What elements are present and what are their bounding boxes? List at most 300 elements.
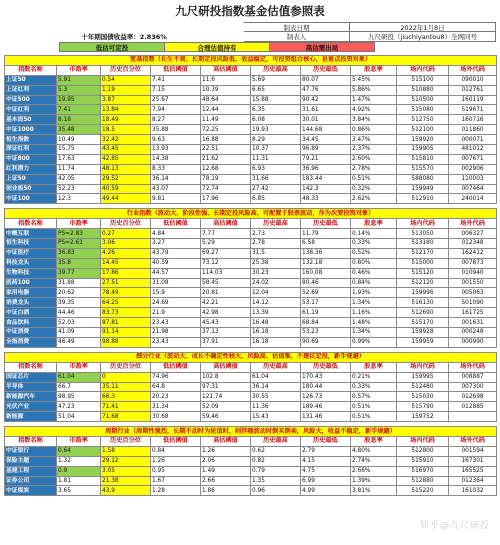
column-header: 市盈率: [57, 436, 101, 446]
value-cell: 43.45: [101, 145, 151, 155]
value-cell: 7.77: [201, 229, 251, 239]
value-cell: 37.91: [201, 337, 251, 347]
value-cell: 0.82: [251, 456, 301, 466]
otc-code: 010940: [449, 268, 497, 278]
column-header: 股息率: [351, 436, 397, 446]
value-cell: 31.08: [151, 278, 201, 288]
column-header: 历史百分位: [101, 65, 151, 75]
value-cell: 21.62: [201, 154, 251, 164]
section-table: [4, 208, 497, 347]
value-cell: 5.86%: [351, 85, 397, 95]
value-cell: 121.74: [201, 392, 251, 402]
value-cell: 1.34%: [351, 328, 397, 338]
table-row: [5, 75, 497, 85]
watermark: 知乎@九尺研投: [419, 521, 490, 531]
value-cell: 4.26: [101, 248, 151, 258]
otc-code: 162412: [449, 248, 497, 258]
value-cell: 21.9: [151, 308, 201, 318]
value-cell: 42.98: [201, 308, 251, 318]
value-cell: 0: [101, 372, 151, 382]
otc-code: 007300: [449, 382, 497, 392]
value-cell: 114.03: [201, 268, 251, 278]
value-cell: 0.51%: [351, 402, 397, 412]
table-row: [5, 194, 497, 204]
value-cell: 23.43: [151, 318, 201, 328]
value-cell: PS=2.61: [57, 239, 101, 249]
exchange-code: 516970: [397, 466, 449, 476]
table-row: [5, 278, 497, 288]
legend: [60, 42, 496, 52]
value-cell: 2.60%: [351, 154, 397, 164]
value-cell: 16.18: [251, 328, 301, 338]
section-banner-text: 宽基指数（长生不衰、长期定投风险低、收益稳定，可投资组合核心，是重点投资对象）: [5, 56, 497, 66]
value-cell: 6.58: [301, 239, 351, 249]
header-row: [5, 65, 497, 75]
value-cell: 58.45: [201, 278, 251, 288]
otc-code: 001594: [449, 446, 497, 456]
value-cell: 49.44: [101, 194, 151, 204]
index-name: 中证100: [5, 194, 57, 204]
table-row: [5, 382, 497, 392]
value-cell: 78.19: [201, 174, 251, 184]
value-cell: 0.96: [251, 486, 301, 496]
otc-code: 001550: [449, 278, 497, 288]
value-cell: 35.8: [57, 258, 101, 268]
otc-code: 001631: [449, 318, 497, 328]
value-cell: 170.43: [301, 372, 351, 382]
meta-row-date: [4, 22, 496, 32]
value-cell: 72.25: [201, 125, 251, 135]
value-cell: 3.65: [57, 486, 101, 496]
value-cell: 98.88: [101, 337, 151, 347]
exchange-code: 515120: [397, 268, 449, 278]
column-header: 场内代码: [397, 436, 449, 446]
value-cell: 34.45: [301, 135, 351, 145]
table-row: [5, 184, 497, 194]
value-cell: 0.64: [57, 446, 101, 456]
value-cell: 126.73: [301, 392, 351, 402]
value-cell: 8.33: [151, 164, 201, 174]
value-cell: 40.59: [101, 184, 151, 194]
exchange-code: 512100: [397, 125, 449, 135]
index-name: 国证芯片: [5, 372, 57, 382]
index-name: 中概互联: [5, 229, 57, 239]
otc-code: 012761: [449, 85, 497, 95]
otc-code: 167301: [449, 456, 497, 466]
value-cell: 1.81: [57, 476, 101, 486]
exchange-code: 512750: [397, 115, 449, 125]
table-row: [5, 239, 497, 249]
value-cell: 96.89: [301, 145, 351, 155]
value-cell: 30.23: [251, 268, 301, 278]
legend-fair: 合理估值持有: [164, 42, 270, 52]
otc-code: 012348: [449, 239, 497, 249]
value-cell: 15.43: [251, 412, 301, 422]
value-cell: 31.5: [251, 248, 301, 258]
value-cell: 20.23: [151, 392, 201, 402]
value-cell: 4.15: [301, 456, 351, 466]
column-header: 历史最低: [301, 436, 351, 446]
value-cell: 5.29: [201, 239, 251, 249]
section-banner: [5, 427, 497, 437]
value-cell: 52.09: [201, 402, 251, 412]
table-row: [5, 85, 497, 95]
value-cell: 20.62: [57, 288, 101, 298]
value-cell: 36.83: [57, 248, 101, 258]
otc-code: 007671: [449, 154, 497, 164]
index-name: 基建工程: [5, 466, 57, 476]
value-cell: 4.84: [151, 229, 201, 239]
value-cell: 1.49: [201, 466, 251, 476]
table-row: [5, 95, 497, 105]
section-banner: [5, 209, 497, 219]
value-cell: 8.29: [251, 135, 301, 145]
value-cell: 71.41: [101, 402, 151, 412]
index-name: 恒生科技: [5, 239, 57, 249]
table-row: [5, 288, 497, 298]
table-row: [5, 248, 497, 258]
column-header: 历史最低: [301, 65, 351, 75]
value-cell: 14.45: [101, 258, 151, 268]
column-header: 场内代码: [397, 65, 449, 75]
exchange-code: 515220: [397, 486, 449, 496]
value-cell: 11.79: [301, 229, 351, 239]
value-cell: 52.03: [57, 318, 101, 328]
value-cell: 1.26: [201, 446, 251, 456]
value-cell: 25.67: [151, 95, 201, 105]
table-row: [5, 125, 497, 135]
value-cell: 80.07: [301, 75, 351, 85]
value-cell: 46.49: [57, 337, 101, 347]
section-banner-text: 周期行业（周期性强烈，长期不动时为轮值时，则伴随波动时倒买倒卖，风险大，收益不稳定，新手规避）: [5, 427, 497, 437]
value-cell: 31.61: [301, 105, 351, 115]
value-cell: 21.38: [101, 476, 151, 486]
column-header: 高估阈值: [201, 362, 251, 372]
index-name: 中证消费: [5, 328, 57, 338]
legend-overvalued: 高估需出局: [269, 42, 375, 52]
value-cell: 7.41: [57, 105, 101, 115]
exchange-code: 515810: [397, 154, 449, 164]
value-cell: 9.63: [151, 135, 201, 145]
column-header: 场内代码: [397, 362, 449, 372]
value-cell: 138.36: [301, 248, 351, 258]
index-name: 上证50: [5, 75, 57, 85]
otc-code: 005063: [449, 288, 497, 298]
column-header: 历史百分位: [101, 436, 151, 446]
value-cell: 18.5: [101, 125, 151, 135]
section-table: [4, 352, 497, 422]
value-cell: 1.47%: [351, 95, 397, 105]
exchange-code: 515030: [397, 392, 449, 402]
value-cell: 90.69: [301, 337, 351, 347]
value-cell: 61.19: [301, 308, 351, 318]
otc-code: 000248: [449, 328, 497, 338]
index-name: 食品饮料: [5, 318, 57, 328]
value-cell: 1.67: [151, 476, 201, 486]
otc-code: 012364: [449, 476, 497, 486]
exchange-code: 159949: [397, 184, 449, 194]
value-cell: 29.12: [101, 456, 151, 466]
value-cell: 0.79: [251, 466, 301, 476]
value-cell: 35.11: [101, 382, 151, 392]
index-name: 光伏产业: [5, 402, 57, 412]
value-cell: 2.37%: [351, 145, 397, 155]
value-cell: 10.39: [201, 85, 251, 95]
value-cell: 42.85: [101, 154, 151, 164]
column-header: 市盈率: [57, 362, 101, 372]
value-cell: 23.43: [151, 337, 201, 347]
index-name: 中证煤炭: [5, 486, 57, 496]
value-cell: 12.3: [57, 194, 101, 204]
column-header: 历史最高: [251, 219, 301, 229]
value-cell: 6.93: [251, 164, 301, 174]
value-cell: 80.46: [301, 278, 351, 288]
value-cell: 72.74: [201, 184, 251, 194]
date-value: 2022年1月8日: [350, 22, 496, 32]
value-cell: 4.75: [301, 466, 351, 476]
value-cell: 97.31: [201, 382, 251, 392]
value-cell: 5.69: [251, 75, 301, 85]
value-cell: 36.14: [251, 382, 301, 392]
index-name: 消费龙头: [5, 298, 57, 308]
value-cell: 71.68: [101, 412, 151, 422]
value-cell: 1.19: [101, 85, 151, 95]
value-cell: 0.21%: [351, 372, 397, 382]
value-cell: 2.62%: [351, 194, 397, 204]
table-row: [5, 105, 497, 115]
exchange-code: 512480: [397, 382, 449, 392]
index-name: 中证红利: [5, 105, 57, 115]
value-cell: 7.41: [151, 75, 201, 85]
value-cell: 13.39: [251, 308, 301, 318]
value-cell: 19.93: [251, 125, 301, 135]
value-cell: 4.99: [301, 486, 351, 496]
table-row: [5, 392, 497, 402]
value-cell: 51.04: [57, 412, 101, 422]
value-cell: 1.32: [57, 456, 101, 466]
exchange-code: 510500: [397, 95, 449, 105]
column-header: 股息率: [351, 362, 397, 372]
value-cell: 15.88: [251, 95, 301, 105]
index-name: 保险主题: [5, 456, 57, 466]
value-cell: 8.18: [57, 115, 101, 125]
exchange-code: 512120: [397, 278, 449, 288]
value-cell: 27.51: [101, 278, 151, 288]
otc-code: 012885: [449, 402, 497, 412]
value-cell: 1.26: [151, 456, 201, 466]
exchange-code: 515570: [397, 164, 449, 174]
value-cell: 44.46: [57, 308, 101, 318]
index-name: 恒生指数: [5, 135, 57, 145]
table-row: [5, 174, 497, 184]
exchange-code: 159959: [397, 337, 449, 347]
otc-code: 161725: [449, 308, 497, 318]
section-table: [4, 426, 497, 496]
value-cell: 40.59: [151, 258, 201, 268]
index-name: 上证50: [5, 174, 57, 184]
value-cell: 53.23: [301, 328, 351, 338]
value-cell: 39.77: [57, 268, 101, 278]
table-row: [5, 328, 497, 338]
value-cell: 61.04: [57, 372, 101, 382]
value-cell: 35.88: [151, 125, 201, 135]
value-cell: 30.68: [151, 412, 201, 422]
value-cell: 24.69: [151, 298, 201, 308]
value-cell: 68.84: [301, 318, 351, 328]
value-cell: 13.84: [101, 105, 151, 115]
exchange-code: 515910: [397, 456, 449, 466]
value-cell: 1.86: [201, 486, 251, 496]
column-header: 场外代码: [449, 65, 497, 75]
index-name: 科技龙头: [5, 258, 57, 268]
value-cell: 2.79: [301, 446, 351, 456]
value-cell: 22.51: [201, 145, 251, 155]
date-label: 制表日期: [244, 22, 350, 32]
value-cell: 0.62: [251, 446, 301, 456]
table-row: [5, 402, 497, 412]
column-header: 历史最高: [251, 436, 301, 446]
exchange-code: 512690: [397, 308, 449, 318]
column-header: 指数名称: [5, 219, 57, 229]
exchange-code: 159752: [397, 412, 449, 422]
otc-code: 002906: [449, 164, 497, 174]
value-cell: 48.64: [201, 95, 251, 105]
exchange-code: 515080: [397, 105, 449, 115]
table-row: [5, 164, 497, 174]
column-header: 股息率: [351, 65, 397, 75]
value-cell: 16.88: [201, 135, 251, 145]
value-cell: 0.51%: [351, 174, 397, 184]
value-cell: 142.3: [301, 184, 351, 194]
value-cell: 3.47%: [351, 135, 397, 145]
otc-code: 000990: [449, 337, 497, 347]
value-cell: 0.95: [151, 466, 201, 476]
value-cell: 14.12: [251, 298, 301, 308]
value-cell: 5.91: [57, 75, 101, 85]
value-cell: 35.48: [57, 125, 101, 135]
column-header: 指数名称: [5, 65, 57, 75]
value-cell: 3.27: [151, 239, 201, 249]
value-cell: 14.38: [151, 154, 201, 164]
section-banner-text: 行业指数（波动大、阶段性强、长期定投风险高，可配置于股票波动，作为次要投资对象）: [5, 209, 497, 219]
exchange-code: 588080: [397, 174, 449, 184]
value-cell: 31.66: [251, 174, 301, 184]
index-name: 证券公司: [5, 476, 57, 486]
column-header: 场内代码: [397, 219, 449, 229]
value-cell: 131.46: [301, 412, 351, 422]
value-cell: 43.9: [101, 486, 151, 496]
table-row: [5, 412, 497, 422]
value-cell: 11.49: [201, 115, 251, 125]
value-cell: 4.80%: [351, 446, 397, 456]
value-cell: 189.46: [301, 402, 351, 412]
value-cell: 1.48%: [351, 318, 397, 328]
exchange-code: 513180: [397, 239, 449, 249]
exchange-code: 515100: [397, 75, 449, 85]
exchange-code: 512170: [397, 248, 449, 258]
value-cell: 16.48: [251, 318, 301, 328]
section-table: [4, 55, 497, 204]
value-cell: 10.37: [251, 145, 301, 155]
otc-code: 007873: [449, 258, 497, 268]
index-name: 基本面50: [5, 115, 57, 125]
index-name: 医药100: [5, 278, 57, 288]
value-cell: 9.81: [151, 194, 201, 204]
index-name: 中证800: [5, 154, 57, 164]
index-name: 新能源: [5, 412, 57, 422]
index-name: 中证医疗: [5, 248, 57, 258]
column-header: 市盈率: [57, 219, 101, 229]
otc-code: 160119: [449, 95, 497, 105]
otc-code: [449, 412, 497, 422]
value-cell: 0.57%: [351, 392, 397, 402]
table-row: [5, 337, 497, 347]
legend-undervalued: 低估可定投: [59, 42, 165, 52]
column-header: 指数名称: [5, 436, 57, 446]
exchange-code: 159928: [397, 328, 449, 338]
value-cell: 6.99: [301, 476, 351, 486]
value-cell: 79.21: [301, 154, 351, 164]
header-row: [5, 219, 497, 229]
value-cell: 3.06: [101, 239, 151, 249]
value-cell: 0.33%: [351, 239, 397, 249]
value-cell: 15.75: [57, 145, 101, 155]
otc-code: 110003: [449, 174, 497, 184]
value-cell: 180.44: [301, 382, 351, 392]
table-row: [5, 268, 497, 278]
value-cell: 32.42: [101, 135, 151, 145]
header-row: [5, 436, 497, 446]
bond-yield: 十年期国债收益率：2.836%: [81, 33, 167, 41]
value-cell: 2.78%: [351, 164, 397, 174]
index-name: 中证白酒: [5, 308, 57, 318]
value-cell: 30.55: [251, 392, 301, 402]
index-name: 全指消费: [5, 337, 57, 347]
value-cell: 1.39%: [351, 476, 397, 486]
value-cell: PS=2.83: [57, 229, 101, 239]
value-cell: 12.04: [251, 288, 301, 298]
column-header: 历史最低: [301, 219, 351, 229]
value-cell: 3.05: [101, 466, 151, 476]
column-header: 历史百分位: [101, 219, 151, 229]
index-name: 家用电器: [5, 288, 57, 298]
value-cell: 64.25: [101, 298, 151, 308]
value-cell: 91.14: [101, 328, 151, 338]
exchange-code: 513050: [397, 229, 449, 239]
value-cell: 7.15: [151, 85, 201, 95]
column-header: 历史最低: [301, 362, 351, 372]
value-cell: 3.87: [101, 95, 151, 105]
value-cell: 17.86: [101, 268, 151, 278]
value-cell: 83.73: [101, 308, 151, 318]
value-cell: 0.84%: [351, 278, 397, 288]
value-cell: 47.23: [57, 402, 101, 412]
table-row: [5, 135, 497, 145]
value-cell: 12.68: [201, 164, 251, 174]
column-header: 高估阈值: [201, 219, 251, 229]
value-cell: 11.36: [251, 402, 301, 412]
table-row: [5, 318, 497, 328]
value-cell: 2.73: [251, 229, 301, 239]
value-cell: 0.9: [57, 466, 101, 476]
value-cell: 16.18: [251, 337, 301, 347]
otc-code: 008887: [449, 372, 497, 382]
column-header: 低估阈值: [151, 65, 201, 75]
value-cell: 0.54: [101, 75, 151, 85]
index-name: 中证1000: [5, 125, 57, 135]
value-cell: 0.80%: [351, 258, 397, 268]
column-header: 历史百分位: [101, 362, 151, 372]
